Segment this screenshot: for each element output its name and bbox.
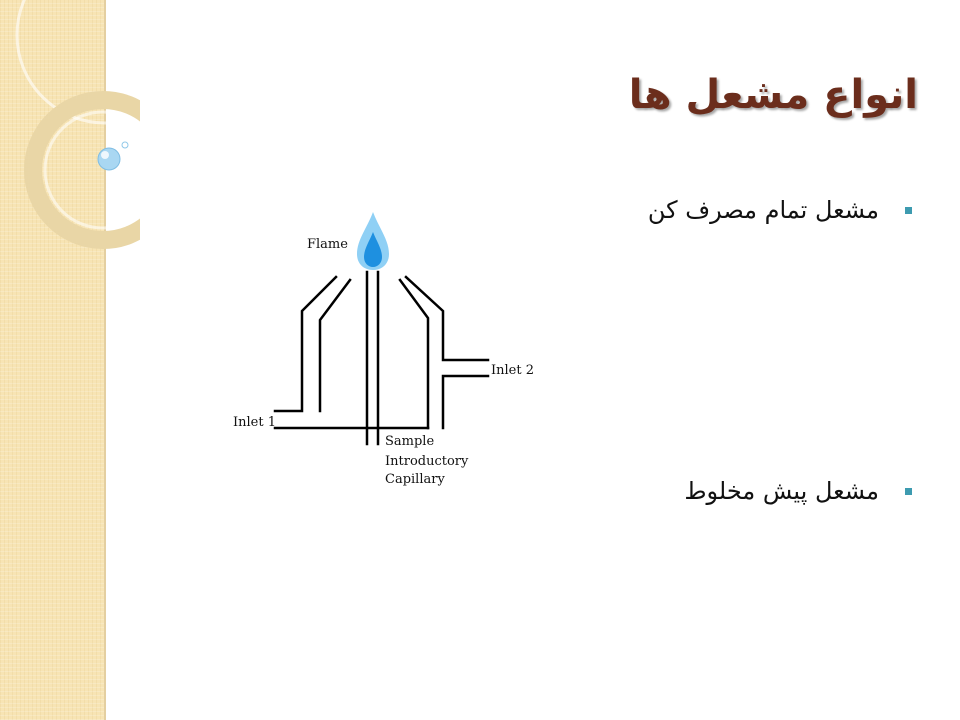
- decor-bubble-blue: [98, 148, 120, 170]
- decor-ring-inner: [45, 112, 140, 228]
- label-flame: Flame: [307, 237, 348, 252]
- slide-title: انواع مشعل ها: [628, 72, 918, 118]
- bullet-total-consumption-burner: [648, 196, 912, 224]
- bullet-marker: [905, 207, 912, 214]
- decor-bubble-small: [122, 142, 128, 148]
- right-outer-wall: [406, 277, 488, 360]
- label-inlet1: Inlet 1: [233, 415, 276, 430]
- bullet-premix-burner: [684, 477, 912, 505]
- bullet-text: مشعل تمام مصرف کن: [647, 196, 879, 224]
- left-inner-wall: [320, 280, 350, 411]
- bullet-marker: [905, 488, 912, 495]
- decor-bubble-shine: [101, 151, 109, 159]
- burner-diagram: [225, 205, 535, 495]
- label-capillary-line1: Sample: [385, 434, 435, 449]
- right-inner-wall: [400, 280, 428, 428]
- inlet2-lower-wall: [443, 376, 488, 428]
- bullet-text: مشعل پیش مخلوط: [684, 477, 879, 505]
- label-inlet2: Inlet 2: [491, 363, 534, 378]
- label-capillary-line2: Introductory: [385, 454, 469, 469]
- decorative-circles: [0, 0, 140, 260]
- left-outer-wall: [275, 277, 336, 411]
- label-capillary-line3: Capillary: [385, 472, 445, 487]
